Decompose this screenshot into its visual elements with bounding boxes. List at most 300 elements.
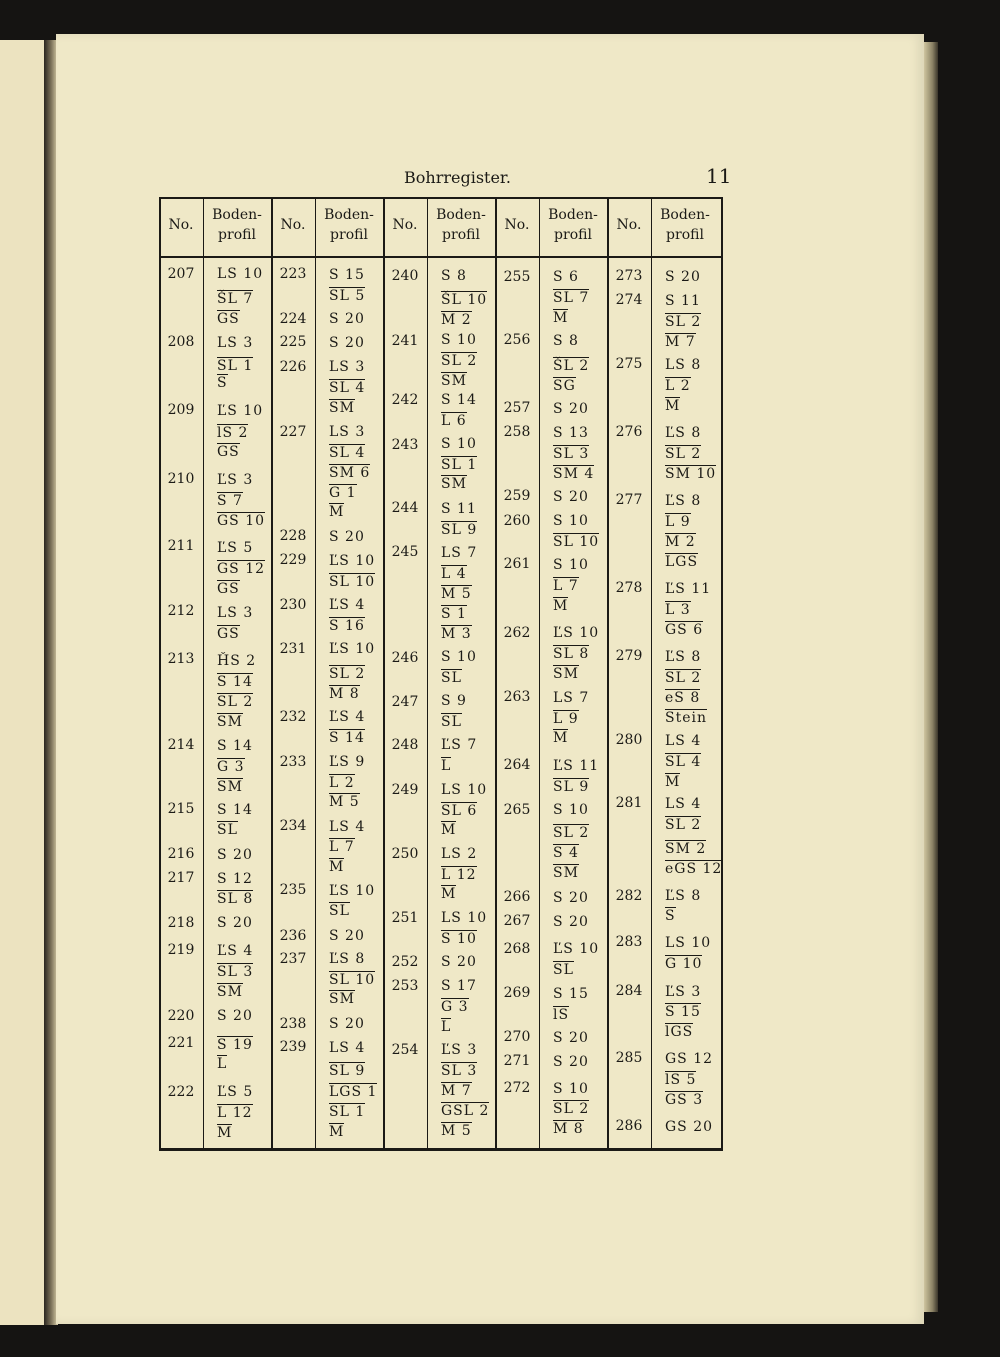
soil-profile-entry: ĽS 8 <box>665 425 702 441</box>
soil-profile-entry: lS 5 <box>665 1072 697 1088</box>
soil-profile-entry: M 5 <box>441 1123 472 1139</box>
soil-profile-entry: S 16 <box>329 618 365 634</box>
bore-number: 252 <box>391 954 419 970</box>
bore-number: 279 <box>615 648 643 664</box>
soil-profile-entry: SL 2 <box>665 670 702 686</box>
soil-profile-entry: ĽS 10 <box>329 553 376 569</box>
bore-number: 271 <box>503 1053 531 1069</box>
soil-profile-entry: SM 6 <box>329 465 371 481</box>
soil-profile-entry: ȞS 2 <box>217 653 257 669</box>
column-header-no: No. <box>280 217 306 233</box>
soil-profile-entry: lS 2 <box>217 425 249 441</box>
page-number: 11 <box>706 164 732 188</box>
bore-number: 286 <box>615 1118 643 1134</box>
soil-profile-entry: SL 2 <box>665 817 702 833</box>
bore-number: 230 <box>279 597 307 613</box>
soil-profile-entry: lGS <box>665 1024 694 1040</box>
bore-number: 210 <box>167 471 195 487</box>
soil-profile-entry: L 9 <box>665 514 691 530</box>
column-divider <box>427 197 428 1149</box>
soil-profile-entry: S <box>665 908 676 924</box>
bore-number: 249 <box>391 782 419 798</box>
soil-profile-entry: L 4 <box>441 566 467 582</box>
soil-profile-entry: SL 9 <box>441 522 478 538</box>
soil-profile-entry: L 9 <box>553 711 579 727</box>
soil-profile-entry: SL 2 <box>441 353 478 369</box>
soil-profile-entry: S 14 <box>217 802 253 818</box>
soil-profile-entry: ĽS 10 <box>553 625 600 641</box>
bore-number: 285 <box>615 1050 643 1066</box>
soil-profile-entry: S 10 <box>553 802 589 818</box>
soil-profile-entry: M 7 <box>441 1083 472 1099</box>
soil-profile-entry: LS 3 <box>329 359 366 375</box>
bore-number: 245 <box>391 544 419 560</box>
soil-profile-entry: LGS 1 <box>329 1084 378 1100</box>
soil-profile-entry: S 12 <box>217 871 253 887</box>
bore-number: 215 <box>167 801 195 817</box>
soil-profile-entry: SL <box>441 670 462 686</box>
bore-number: 264 <box>503 757 531 773</box>
bore-number: 231 <box>279 641 307 657</box>
bore-number: 269 <box>503 985 531 1001</box>
soil-profile-entry: S 20 <box>329 928 365 944</box>
bore-number: 266 <box>503 889 531 905</box>
bore-number: 272 <box>503 1080 531 1096</box>
soil-profile-entry: SL <box>217 822 238 838</box>
soil-profile-entry: M <box>329 859 345 875</box>
soil-profile-entry: SL 2 <box>665 446 702 462</box>
soil-profile-entry: SL 8 <box>553 646 590 662</box>
soil-profile-entry: L <box>441 1019 452 1035</box>
soil-profile-entry: M <box>329 1124 345 1140</box>
bore-number: 219 <box>167 942 195 958</box>
bore-number: 218 <box>167 915 195 931</box>
soil-profile-entry: SG <box>553 378 576 394</box>
soil-profile-entry: SL 8 <box>217 891 254 907</box>
soil-profile-entry: LS 10 <box>441 910 488 926</box>
soil-profile-entry: LS 3 <box>217 335 254 351</box>
soil-profile-entry: SM <box>553 666 579 682</box>
soil-profile-entry: S 1 <box>441 606 467 622</box>
soil-profile-entry: LS 7 <box>553 690 590 706</box>
bore-number: 242 <box>391 392 419 408</box>
soil-profile-entry: S 15 <box>329 267 365 283</box>
bore-number: 232 <box>279 709 307 725</box>
soil-profile-entry: Stein <box>665 710 707 726</box>
column-header-no: No. <box>392 217 418 233</box>
soil-profile-entry: ĽS 10 <box>217 403 264 419</box>
soil-profile-entry: LGS <box>665 554 699 570</box>
soil-profile-entry: ĽS 4 <box>329 709 366 725</box>
soil-profile-entry: S 10 <box>441 649 477 665</box>
soil-profile-entry: S 6 <box>553 269 579 285</box>
soil-profile-entry: GS 6 <box>665 622 704 638</box>
soil-profile-entry: LS 4 <box>665 733 702 749</box>
soil-profile-entry: S 20 <box>217 1008 253 1024</box>
bore-number: 261 <box>503 556 531 572</box>
soil-profile-entry: G 3 <box>217 759 245 775</box>
soil-profile-entry: SL <box>441 714 462 730</box>
soil-profile-entry: SM <box>217 984 243 1000</box>
soil-profile-entry: M <box>553 598 569 614</box>
soil-profile-entry: S 20 <box>329 311 365 327</box>
column-divider <box>651 197 652 1149</box>
bore-number: 278 <box>615 580 643 596</box>
bore-number: 224 <box>279 311 307 327</box>
soil-profile-entry: SL 2 <box>217 694 254 710</box>
soil-profile-entry: SL 9 <box>329 1063 366 1079</box>
bore-number: 251 <box>391 910 419 926</box>
bore-number: 211 <box>167 538 195 554</box>
bore-number: 223 <box>279 266 307 282</box>
soil-profile-entry: GS 10 <box>217 513 266 529</box>
soil-profile-entry: ĽS 8 <box>665 493 702 509</box>
bore-number: 273 <box>615 268 643 284</box>
soil-profile-entry: GS <box>217 444 240 460</box>
soil-profile-entry: S 8 <box>553 333 579 349</box>
soil-profile-entry: SL 3 <box>441 1063 478 1079</box>
soil-profile-entry: G 3 <box>441 999 469 1015</box>
soil-profile-entry: SL 4 <box>329 380 366 396</box>
column-header-bodenprofil: Boden- profil <box>324 207 374 243</box>
group-divider <box>271 197 273 1149</box>
column-header-bodenprofil: Boden- profil <box>436 207 486 243</box>
column-header-no: No. <box>616 217 642 233</box>
soil-profile-entry: LS 10 <box>665 935 712 951</box>
bore-number: 258 <box>503 424 531 440</box>
soil-profile-entry: S 10 <box>553 557 589 573</box>
bohrregister-table <box>159 197 723 1153</box>
soil-profile-entry: GS <box>217 581 240 597</box>
bore-number: 240 <box>391 268 419 284</box>
soil-profile-entry: M 5 <box>329 794 360 810</box>
bore-number: 263 <box>503 689 531 705</box>
soil-profile-entry: SL 7 <box>553 290 590 306</box>
soil-profile-entry: SL 9 <box>553 779 590 795</box>
bore-number: 283 <box>615 934 643 950</box>
soil-profile-entry: S 10 <box>553 513 589 529</box>
soil-profile-entry: LS 2 <box>441 846 478 862</box>
bore-number: 280 <box>615 732 643 748</box>
soil-profile-entry: S 20 <box>329 529 365 545</box>
soil-profile-entry: SM 2 <box>665 841 707 857</box>
bore-number: 270 <box>503 1029 531 1045</box>
soil-profile-entry: S 20 <box>217 847 253 863</box>
soil-profile-entry: ĽS 10 <box>329 883 376 899</box>
soil-profile-entry: ĽS 4 <box>217 943 254 959</box>
soil-profile-entry: S 4 <box>553 845 579 861</box>
bore-number: 276 <box>615 424 643 440</box>
table-border-right <box>721 197 723 1151</box>
soil-profile-entry: ŠL 2 <box>553 358 590 374</box>
soil-profile-entry: M 2 <box>665 534 696 550</box>
soil-profile-entry: M <box>553 310 569 326</box>
soil-profile-entry: S 10 <box>441 332 477 348</box>
table-border-bottom <box>159 1148 723 1151</box>
soil-profile-entry: L 7 <box>553 578 579 594</box>
soil-profile-entry: L 3 <box>665 602 691 618</box>
soil-profile-entry: S 15 <box>665 1004 701 1020</box>
bore-number: 260 <box>503 513 531 529</box>
bore-number: 236 <box>279 928 307 944</box>
soil-profile-entry: GS <box>217 311 240 327</box>
soil-profile-entry: S 14 <box>217 674 253 690</box>
soil-profile-entry: GS 12 <box>665 1051 714 1067</box>
soil-profile-entry: LS 10 <box>441 782 488 798</box>
bore-number: 227 <box>279 424 307 440</box>
soil-profile-entry: L 2 <box>329 775 355 791</box>
soil-profile-entry: SL <box>329 903 350 919</box>
soil-profile-entry: M 7 <box>665 334 696 350</box>
soil-profile-entry: ĽS 3 <box>217 472 254 488</box>
soil-profile-entry: SL 10 <box>553 534 600 550</box>
soil-profile-entry: M <box>665 398 681 414</box>
soil-profile-entry: ĽS 5 <box>217 1084 254 1100</box>
bore-number: 216 <box>167 846 195 862</box>
bore-number: 235 <box>279 882 307 898</box>
bore-number: 220 <box>167 1008 195 1024</box>
soil-profile-entry: ĽS 10 <box>329 641 376 657</box>
soil-profile-entry: S 20 <box>553 1054 589 1070</box>
soil-profile-entry: SL <box>553 962 574 978</box>
soil-profile-entry: LS 3 <box>329 424 366 440</box>
bore-number: 262 <box>503 625 531 641</box>
bore-number: 228 <box>279 528 307 544</box>
bore-number: 243 <box>391 437 419 453</box>
bore-number: 212 <box>167 603 195 619</box>
soil-profile-entry: S 10 <box>441 436 477 452</box>
soil-profile-entry: SM <box>441 476 467 492</box>
soil-profile-entry: SL 4 <box>329 445 366 461</box>
soil-profile-entry: ĽS 4 <box>329 597 366 613</box>
soil-profile-entry: L 7 <box>329 839 355 855</box>
bore-number: 246 <box>391 650 419 666</box>
soil-profile-entry: M <box>329 504 345 520</box>
soil-profile-entry: S 17 <box>441 978 477 994</box>
soil-profile-entry: S 20 <box>329 1016 365 1032</box>
bore-number: 275 <box>615 356 643 372</box>
soil-profile-entry: S 14 <box>217 738 253 754</box>
table-border-left <box>159 197 161 1151</box>
soil-profile-entry: LS 10 <box>217 266 264 282</box>
soil-profile-entry: SM <box>329 991 355 1007</box>
soil-profile-entry: S 20 <box>665 269 701 285</box>
soil-profile-entry: ĽS 11 <box>553 758 600 774</box>
bore-number: 281 <box>615 795 643 811</box>
bore-number: 238 <box>279 1016 307 1032</box>
soil-profile-entry: ĽS 9 <box>329 754 366 770</box>
soil-profile-entry: eGS 12 <box>665 861 723 877</box>
soil-profile-entry: lS <box>553 1007 570 1023</box>
soil-profile-entry: L 2 <box>665 378 691 394</box>
soil-profile-entry: SM <box>553 865 579 881</box>
soil-profile-entry: LS 8 <box>665 357 702 373</box>
group-divider <box>495 197 497 1149</box>
soil-profile-entry: S 9 <box>441 693 467 709</box>
soil-profile-entry: G 1 <box>329 485 357 501</box>
soil-profile-entry: M 2 <box>441 312 472 328</box>
soil-profile-entry: S 10 <box>553 1081 589 1097</box>
soil-profile-entry: SL 2 <box>553 825 590 841</box>
column-divider <box>203 197 204 1149</box>
soil-profile-entry: ĽS 11 <box>665 581 712 597</box>
soil-profile-entry: GS 3 <box>665 1092 704 1108</box>
bore-number: 213 <box>167 651 195 667</box>
column-header-no: No. <box>504 217 530 233</box>
bore-number: 254 <box>391 1042 419 1058</box>
soil-profile-entry: L 12 <box>441 867 477 883</box>
bore-number: 208 <box>167 334 195 350</box>
soil-profile-entry: L <box>217 1056 228 1072</box>
soil-profile-entry: ŠL 10 <box>441 292 488 308</box>
soil-profile-entry: S 20 <box>441 954 477 970</box>
soil-profile-entry: SM <box>217 779 243 795</box>
bore-number: 253 <box>391 978 419 994</box>
soil-profile-entry: S 20 <box>553 914 589 930</box>
soil-profile-entry: M 8 <box>329 686 360 702</box>
bore-number: 241 <box>391 333 419 349</box>
soil-profile-entry: M <box>553 730 569 746</box>
bore-number: 214 <box>167 737 195 753</box>
bore-number: 225 <box>279 334 307 350</box>
soil-profile-entry: SL 2 <box>665 314 702 330</box>
running-header: Bohrregister. <box>404 168 511 187</box>
soil-profile-entry: LS 4 <box>329 1040 366 1056</box>
soil-profile-entry: SL 2 <box>553 1101 590 1117</box>
soil-profile-entry: S 19 <box>217 1037 253 1053</box>
soil-profile-entry: ĽS 10 <box>553 941 600 957</box>
left-page-edge <box>0 40 46 1325</box>
soil-profile-entry: S 7 <box>217 493 243 509</box>
page-stack-edge <box>924 42 938 1312</box>
soil-profile-entry: SL 1 <box>329 1104 366 1120</box>
bore-number: 221 <box>167 1035 195 1051</box>
soil-profile-entry: S 20 <box>217 915 253 931</box>
soil-profile-entry: SL 3 <box>217 964 254 980</box>
soil-profile-entry: M <box>441 886 457 902</box>
soil-profile-entry: M <box>665 774 681 790</box>
bore-number: 274 <box>615 292 643 308</box>
bore-number: 239 <box>279 1039 307 1055</box>
soil-profile-entry: ĽS 8 <box>665 888 702 904</box>
bore-number: 244 <box>391 500 419 516</box>
soil-profile-entry: L 6 <box>441 413 467 429</box>
soil-profile-entry: SL 1 <box>441 457 478 473</box>
bore-number: 247 <box>391 694 419 710</box>
soil-profile-entry: S 14 <box>329 730 365 746</box>
soil-profile-entry: M <box>217 1125 233 1141</box>
soil-profile-entry: S 20 <box>553 401 589 417</box>
soil-profile-entry: ĽS 7 <box>441 737 478 753</box>
bore-number: 222 <box>167 1084 195 1100</box>
soil-profile-entry: S 10 <box>441 931 477 947</box>
column-header-no: No. <box>168 217 194 233</box>
bore-number: 257 <box>503 400 531 416</box>
bore-number: 256 <box>503 332 531 348</box>
bore-number: 237 <box>279 951 307 967</box>
column-header-bodenprofil: Boden- profil <box>212 207 262 243</box>
soil-profile-entry: SM 10 <box>665 466 717 482</box>
bore-number: 268 <box>503 941 531 957</box>
soil-profile-entry: M 8 <box>553 1121 584 1137</box>
soil-profile-entry: GS 20 <box>665 1119 714 1135</box>
soil-profile-entry: LS 3 <box>217 605 254 621</box>
bore-number: 233 <box>279 754 307 770</box>
bore-number: 265 <box>503 802 531 818</box>
soil-profile-entry: ĽS 3 <box>441 1042 478 1058</box>
soil-profile-entry: GSL 2 <box>441 1103 490 1119</box>
soil-profile-entry: S 11 <box>441 501 477 517</box>
column-header-bodenprofil: Boden- profil <box>660 207 710 243</box>
soil-profile-entry: SL 1 <box>217 358 254 374</box>
table-border-top <box>159 197 723 199</box>
soil-profile-entry: M <box>441 822 457 838</box>
bore-number: 282 <box>615 888 643 904</box>
column-divider <box>315 197 316 1149</box>
soil-profile-entry: SM <box>217 714 243 730</box>
soil-profile-entry: M 5 <box>441 586 472 602</box>
soil-profile-entry: ĽS 8 <box>329 951 366 967</box>
bore-number: 267 <box>503 913 531 929</box>
soil-profile-entry: S 15 <box>553 986 589 1002</box>
soil-profile-entry: M 3 <box>441 626 472 642</box>
bore-number: 277 <box>615 492 643 508</box>
group-divider <box>607 197 609 1149</box>
bore-number: 226 <box>279 359 307 375</box>
soil-profile-entry: SL 3 <box>553 446 590 462</box>
bore-number: 207 <box>167 266 195 282</box>
soil-profile-entry: LS 7 <box>441 545 478 561</box>
soil-profile-entry: S 8 <box>441 268 467 284</box>
soil-profile-entry: SM <box>441 373 467 389</box>
soil-profile-entry: L 12 <box>217 1105 253 1121</box>
soil-profile-entry: SL 10 <box>329 574 376 590</box>
soil-profile-entry: SM <box>329 400 355 416</box>
bore-number: 229 <box>279 552 307 568</box>
soil-profile-entry: S 13 <box>553 425 589 441</box>
soil-profile-entry: ĽS 5 <box>217 540 254 556</box>
soil-profile-entry: G 10 <box>665 956 703 972</box>
group-divider <box>383 197 385 1149</box>
soil-profile-entry: S 20 <box>553 1030 589 1046</box>
column-header-bodenprofil: Boden- profil <box>548 207 598 243</box>
soil-profile-entry: SL 10 <box>329 972 376 988</box>
soil-profile-entry: SM 4 <box>553 466 595 482</box>
bore-number: 248 <box>391 737 419 753</box>
bore-number: 250 <box>391 846 419 862</box>
soil-profile-entry: S 20 <box>553 890 589 906</box>
soil-profile-entry: eS 8 <box>665 690 701 706</box>
soil-profile-entry: LS 4 <box>665 796 702 812</box>
bore-number: 259 <box>503 488 531 504</box>
bore-number: 234 <box>279 818 307 834</box>
soil-profile-entry: GS 12 <box>217 561 266 577</box>
bore-number: 209 <box>167 402 195 418</box>
soil-profile-entry: ĽS 8 <box>665 649 702 665</box>
soil-profile-entry: ĽS 3 <box>665 984 702 1000</box>
soil-profile-entry: L <box>441 758 452 774</box>
soil-profile-entry: GS <box>217 626 240 642</box>
soil-profile-entry: SL 6 <box>441 803 478 819</box>
soil-profile-entry: SL 4 <box>665 754 702 770</box>
soil-profile-entry: S 14 <box>441 392 477 408</box>
soil-profile-entry: ŠL 7 <box>217 291 254 307</box>
table-header-rule <box>159 256 723 258</box>
bore-number: 255 <box>503 269 531 285</box>
bore-number: 284 <box>615 983 643 999</box>
soil-profile-entry: S 20 <box>553 489 589 505</box>
bore-number: 217 <box>167 870 195 886</box>
